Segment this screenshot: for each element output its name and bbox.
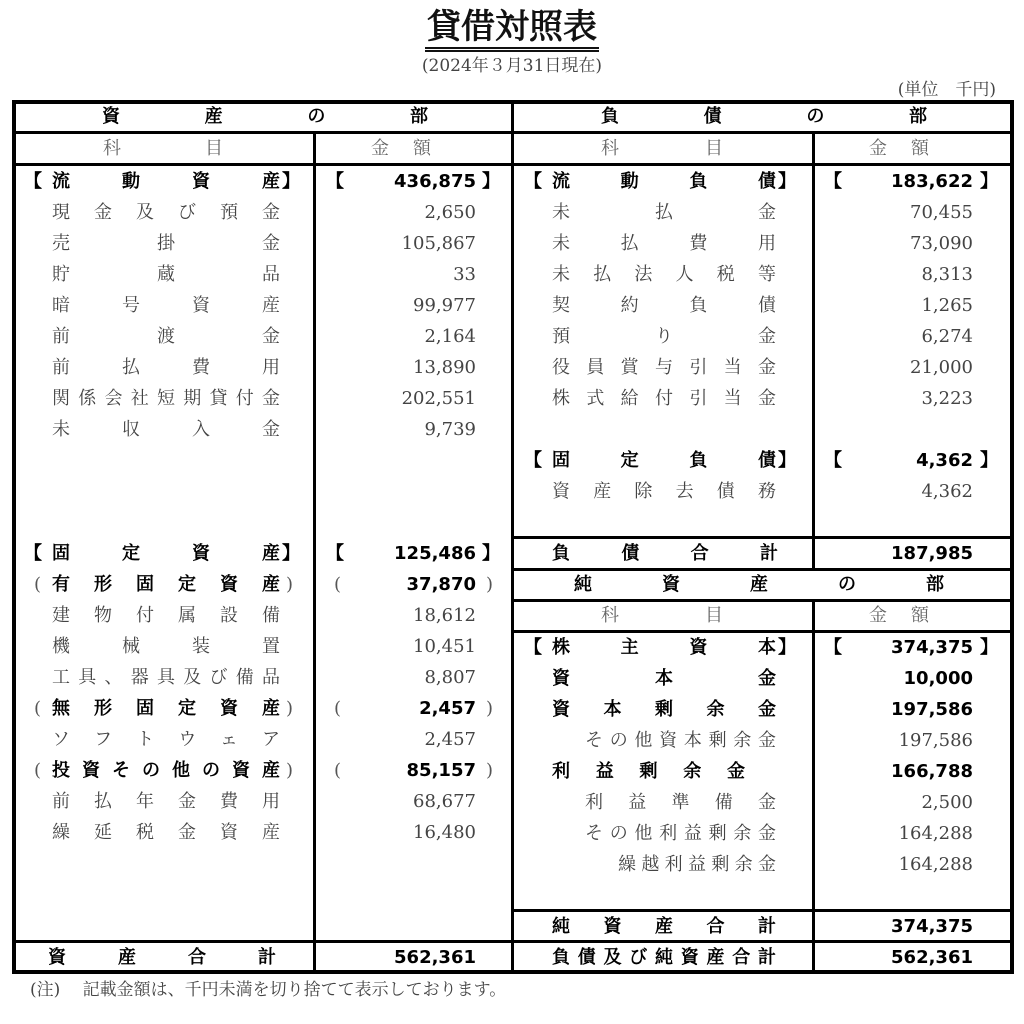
open-paren: (	[34, 698, 42, 719]
assets-row-amount: 436,875	[394, 171, 476, 192]
assets-row-label: 繰延税金資産	[52, 822, 280, 843]
net-assets-row-amount: 374,375	[891, 637, 973, 658]
assets-row-label: 貯蔵品	[52, 264, 280, 285]
close-paren: )	[486, 760, 494, 781]
assets-row-label: 売掛金	[52, 233, 280, 254]
assets-col-amount: 金額	[371, 138, 431, 159]
assets-row-amount: 2,164	[424, 326, 476, 347]
net-assets-row-amount: 197,586	[891, 699, 973, 720]
net-assets-section-header: 純資産の部	[574, 574, 944, 595]
open-bracket: 【	[24, 171, 42, 192]
net-assets-row-amount: 166,788	[891, 761, 973, 782]
liabilities-row-amount: 3,223	[921, 388, 973, 409]
assets-row-amount: 16,480	[413, 822, 476, 843]
title-text: 貸借対照表	[425, 7, 599, 52]
rule-net-assets-column	[812, 600, 815, 974]
net-assets-row-label: 利益剰余金	[552, 761, 745, 782]
net-assets-row-label: 繰越利益剰余金	[618, 854, 776, 875]
open-bracket: 【	[524, 171, 542, 192]
liabilities-row-amount: 73,090	[910, 233, 973, 254]
liabilities-row-amount: 21,000	[910, 357, 973, 378]
assets-row-label: 前払費用	[52, 357, 280, 378]
assets-row-amount: 68,677	[413, 791, 476, 812]
footnote: (注) 記載金額は、千円未満を切り捨てて表示しております。	[30, 980, 507, 1000]
net-assets-col-subject: 科目	[601, 605, 723, 626]
net-assets-col-amount: 金額	[869, 605, 929, 626]
assets-row-label: 前払年金費用	[52, 791, 280, 812]
assets-total-amount: 562,361	[394, 947, 476, 968]
assets-row-label: 流動資産	[52, 171, 280, 192]
grand-total-amount: 562,361	[891, 947, 973, 968]
open-paren: (	[334, 760, 342, 781]
assets-row-label: 有形固定資産	[52, 574, 280, 595]
assets-row-amount: 202,551	[401, 388, 476, 409]
net-assets-row-label: 資本金	[552, 668, 776, 689]
liabilities-row-label: 資産除去債務	[552, 481, 776, 502]
close-paren: )	[486, 698, 494, 719]
liabilities-row-amount: 1,265	[921, 295, 973, 316]
assets-row-label: 未収入金	[52, 419, 280, 440]
close-bracket: 】	[282, 171, 300, 192]
open-bracket: 【	[524, 450, 542, 471]
assets-row-amount: 18,612	[413, 605, 476, 626]
open-bracket: 【	[326, 171, 344, 192]
assets-row-label: 固定資産	[52, 543, 280, 564]
liabilities-row-label: 株式給付引当金	[552, 388, 776, 409]
net-assets-row-label: その他資本剰余金	[585, 730, 776, 751]
assets-row-amount: 2,457	[419, 698, 476, 719]
net-assets-total-label: 純資産合計	[552, 916, 776, 937]
close-paren: )	[486, 574, 494, 595]
liabilities-total-label: 負債合計	[552, 543, 778, 564]
liabilities-row-label: 固定負債	[552, 450, 776, 471]
net-assets-row-amount: 10,000	[903, 668, 973, 689]
assets-row-label: 暗号資産	[52, 295, 280, 316]
assets-row-label: ソフトウェア	[52, 729, 280, 750]
assets-row-label: 建物付属設備	[52, 605, 280, 626]
liabilities-row-label: 未払法人税等	[552, 264, 776, 285]
close-bracket: 】	[980, 171, 998, 192]
liabilities-row-amount: 4,362	[921, 481, 973, 502]
liabilities-section-header: 負債の部	[601, 106, 927, 127]
open-paren: (	[334, 574, 342, 595]
net-assets-row-label: 資本剰余金	[552, 699, 776, 720]
assets-row-amount: 125,486	[394, 543, 476, 564]
net-assets-row-label: 利益準備金	[585, 792, 776, 813]
grand-total-label: 負債及び純資産合計	[552, 947, 776, 968]
net-assets-total-amount: 374,375	[891, 916, 973, 937]
rule-assets-column	[313, 132, 316, 974]
assets-section-header: 資産の部	[102, 106, 428, 127]
assets-row-amount: 10,451	[413, 636, 476, 657]
open-bracket: 【	[824, 171, 842, 192]
liabilities-row-amount: 4,362	[916, 450, 973, 471]
assets-row-label: 工具、器具及び備品	[52, 667, 280, 688]
open-bracket: 【	[524, 637, 542, 658]
close-paren: )	[286, 760, 294, 781]
open-bracket: 【	[824, 637, 842, 658]
close-paren: )	[286, 574, 294, 595]
assets-row-amount: 37,870	[406, 574, 476, 595]
open-bracket: 【	[326, 543, 344, 564]
assets-col-subject: 科目	[103, 138, 223, 159]
net-assets-row-label: その他利益剰余金	[585, 823, 776, 844]
liabilities-row-amount: 70,455	[910, 202, 973, 223]
assets-row-amount: 2,650	[424, 202, 476, 223]
assets-row-label: 前渡金	[52, 326, 280, 347]
assets-row-label: 機械装置	[52, 636, 280, 657]
close-paren: )	[286, 698, 294, 719]
net-assets-row-amount: 197,586	[898, 730, 973, 751]
open-paren: (	[334, 698, 342, 719]
liabilities-row-label: 未払費用	[552, 233, 776, 254]
assets-row-label: 無形固定資産	[52, 698, 280, 719]
as-of-date: (2024年３月31日現在)	[421, 56, 603, 76]
assets-row-amount: 2,457	[424, 729, 476, 750]
liabilities-row-label: 預り金	[552, 326, 776, 347]
liabilities-total-amount: 187,985	[891, 543, 973, 564]
close-bracket: 】	[778, 171, 796, 192]
rule-liabilities-column	[812, 132, 815, 569]
open-bracket: 【	[24, 543, 42, 564]
net-assets-row-amount: 164,288	[898, 823, 973, 844]
open-bracket: 【	[824, 450, 842, 471]
liabilities-row-label: 流動負債	[552, 171, 776, 192]
close-bracket: 】	[282, 543, 300, 564]
assets-row-amount: 99,977	[413, 295, 476, 316]
net-assets-row-amount: 164,288	[898, 854, 973, 875]
assets-total-label: 資産合計	[48, 947, 276, 968]
assets-row-amount: 33	[453, 264, 476, 285]
assets-row-amount: 9,739	[424, 419, 476, 440]
close-bracket: 】	[482, 171, 500, 192]
open-paren: (	[34, 760, 42, 781]
page-title	[0, 6, 1024, 52]
close-bracket: 】	[778, 450, 796, 471]
liabilities-row-label: 未払金	[552, 202, 776, 223]
close-bracket: 】	[980, 450, 998, 471]
liabilities-col-amount: 金額	[869, 138, 929, 159]
liabilities-row-label: 契約負債	[552, 295, 776, 316]
close-bracket: 】	[980, 637, 998, 658]
assets-row-label: 関係会社短期貸付金	[52, 388, 280, 409]
close-bracket: 】	[778, 637, 796, 658]
assets-row-label: 現金及び預金	[52, 202, 280, 223]
liabilities-row-label: 役員賞与引当金	[552, 357, 776, 378]
assets-row-amount: 105,867	[401, 233, 476, 254]
assets-row-amount: 13,890	[413, 357, 476, 378]
liabilities-row-amount: 183,622	[891, 171, 973, 192]
liabilities-row-amount: 6,274	[921, 326, 973, 347]
net-assets-row-label: 株主資本	[552, 637, 776, 658]
close-bracket: 】	[482, 543, 500, 564]
open-paren: (	[34, 574, 42, 595]
assets-row-label: 投資その他の資産	[52, 760, 280, 781]
assets-row-amount: 85,157	[406, 760, 476, 781]
unit-label: (単位 千円)	[897, 80, 996, 100]
liabilities-col-subject: 科目	[601, 138, 723, 159]
assets-row-amount: 8,807	[424, 667, 476, 688]
net-assets-row-amount: 2,500	[921, 792, 973, 813]
liabilities-row-amount: 8,313	[921, 264, 973, 285]
